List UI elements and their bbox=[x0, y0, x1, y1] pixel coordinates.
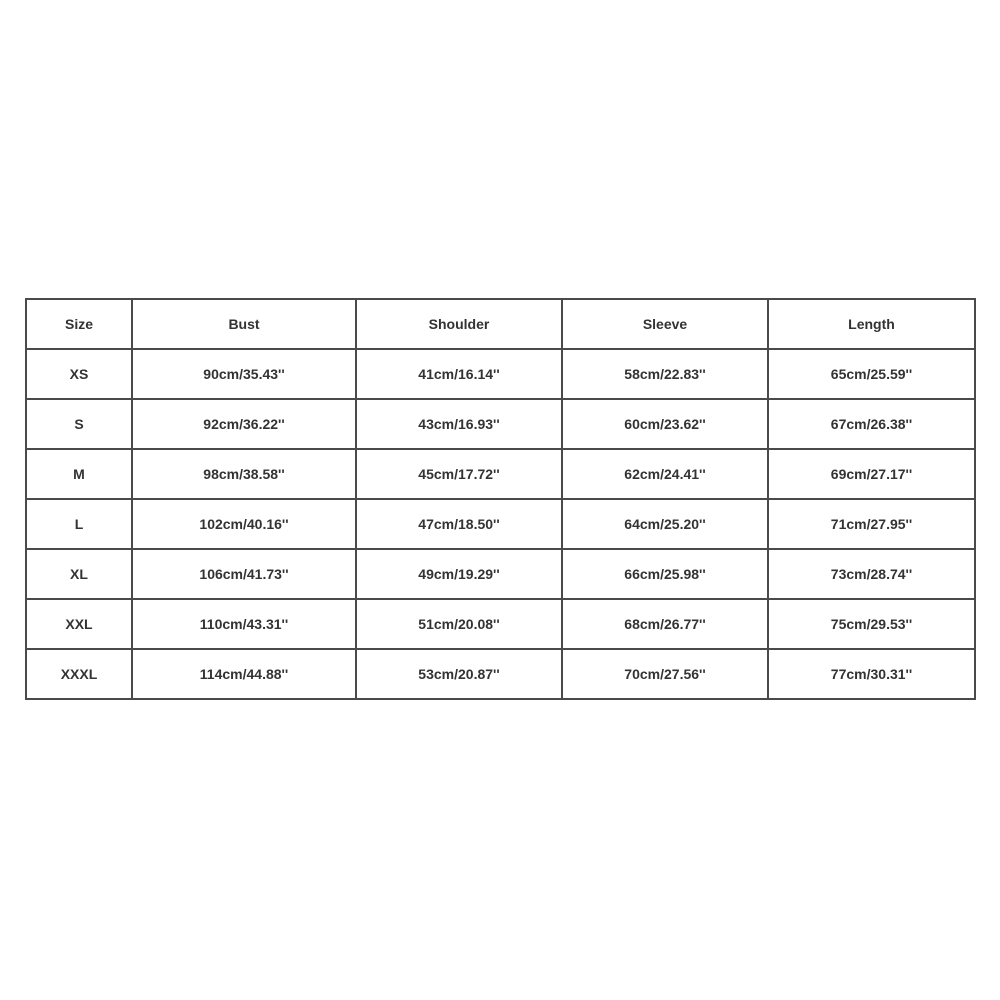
size-cell: XXXL bbox=[26, 649, 132, 699]
shoulder-cell: 41cm/16.14'' bbox=[356, 349, 562, 399]
bust-cell: 92cm/36.22'' bbox=[132, 399, 356, 449]
length-cell: 65cm/25.59'' bbox=[768, 349, 975, 399]
sleeve-cell: 62cm/24.41'' bbox=[562, 449, 768, 499]
shoulder-cell: 53cm/20.87'' bbox=[356, 649, 562, 699]
bust-cell: 102cm/40.16'' bbox=[132, 499, 356, 549]
length-cell: 69cm/27.17'' bbox=[768, 449, 975, 499]
bust-cell: 98cm/38.58'' bbox=[132, 449, 356, 499]
bust-cell: 106cm/41.73'' bbox=[132, 549, 356, 599]
size-cell: XXL bbox=[26, 599, 132, 649]
shoulder-cell: 51cm/20.08'' bbox=[356, 599, 562, 649]
size-cell: XS bbox=[26, 349, 132, 399]
table-row bbox=[26, 449, 975, 499]
sleeve-cell: 66cm/25.98'' bbox=[562, 549, 768, 599]
sleeve-cell: 70cm/27.56'' bbox=[562, 649, 768, 699]
header-shoulder: Shoulder bbox=[356, 299, 562, 349]
table-row bbox=[26, 499, 975, 549]
bust-cell: 110cm/43.31'' bbox=[132, 599, 356, 649]
length-cell: 67cm/26.38'' bbox=[768, 399, 975, 449]
shoulder-cell: 49cm/19.29'' bbox=[356, 549, 562, 599]
header-size: Size bbox=[26, 299, 132, 349]
size-cell: L bbox=[26, 499, 132, 549]
bust-cell: 114cm/44.88'' bbox=[132, 649, 356, 699]
length-cell: 75cm/29.53'' bbox=[768, 599, 975, 649]
size-cell: XL bbox=[26, 549, 132, 599]
table-row bbox=[26, 549, 975, 599]
header-length: Length bbox=[768, 299, 975, 349]
table-row bbox=[26, 599, 975, 649]
table-header-row bbox=[26, 299, 975, 349]
sleeve-cell: 58cm/22.83'' bbox=[562, 349, 768, 399]
length-cell: 71cm/27.95'' bbox=[768, 499, 975, 549]
length-cell: 73cm/28.74'' bbox=[768, 549, 975, 599]
table-row bbox=[26, 349, 975, 399]
bust-cell: 90cm/35.43'' bbox=[132, 349, 356, 399]
header-bust: Bust bbox=[132, 299, 356, 349]
shoulder-cell: 45cm/17.72'' bbox=[356, 449, 562, 499]
header-sleeve: Sleeve bbox=[562, 299, 768, 349]
size-cell: S bbox=[26, 399, 132, 449]
table-row bbox=[26, 399, 975, 449]
sleeve-cell: 64cm/25.20'' bbox=[562, 499, 768, 549]
size-cell: M bbox=[26, 449, 132, 499]
shoulder-cell: 47cm/18.50'' bbox=[356, 499, 562, 549]
size-chart-table bbox=[25, 298, 976, 700]
sleeve-cell: 60cm/23.62'' bbox=[562, 399, 768, 449]
sleeve-cell: 68cm/26.77'' bbox=[562, 599, 768, 649]
length-cell: 77cm/30.31'' bbox=[768, 649, 975, 699]
shoulder-cell: 43cm/16.93'' bbox=[356, 399, 562, 449]
table-row bbox=[26, 649, 975, 699]
